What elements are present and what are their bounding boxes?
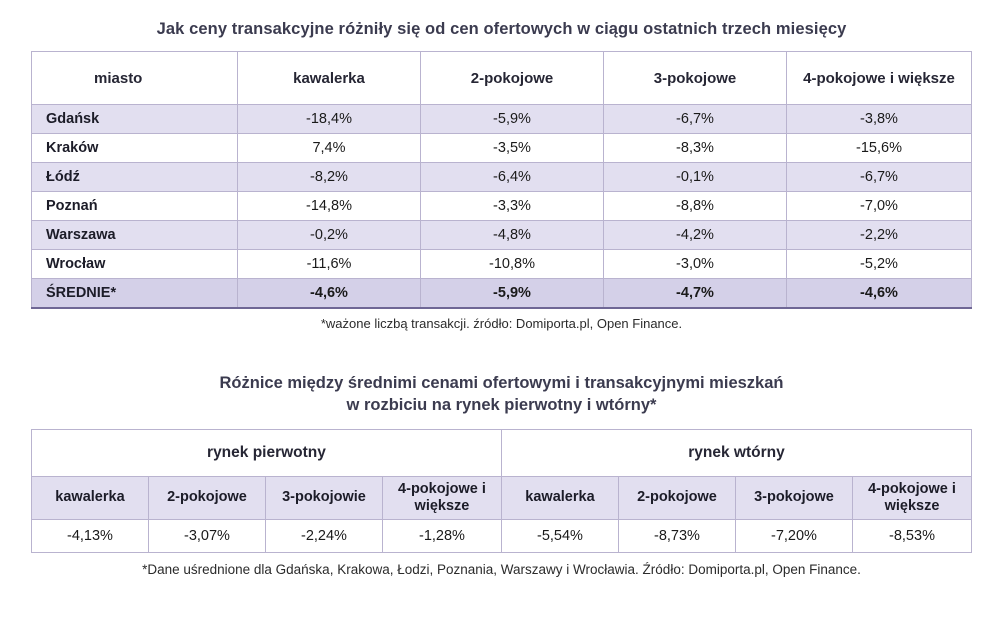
cell-value: 7,4% xyxy=(238,134,421,163)
cell-value: -18,4% xyxy=(238,105,421,134)
cell-value: -7,0% xyxy=(787,192,972,221)
table-one-footnote: *ważone liczbą transakcji. źródło: Domiporta.pl, Open Finance. xyxy=(320,316,683,331)
cell-value: -4,8% xyxy=(421,221,604,250)
cell-value: -3,07% xyxy=(148,519,265,552)
market-subheader-row xyxy=(31,476,971,519)
cell-value: -3,5% xyxy=(421,134,604,163)
cell-value: -0,1% xyxy=(604,163,787,192)
cell-value: -3,0% xyxy=(604,250,787,279)
subheader-secondary-studio: kawalerka xyxy=(501,476,618,519)
subheader-primary-4rooms: 4-pokojowe i większe xyxy=(382,476,501,519)
table-two-section xyxy=(0,372,1003,577)
column-header-4rooms: 4-pokojowe i większe xyxy=(787,52,972,105)
column-header-3rooms: 3-pokojowe xyxy=(604,52,787,105)
price-difference-table xyxy=(31,51,972,309)
row-city-label: Gdańsk xyxy=(32,105,238,134)
cell-value: -5,9% xyxy=(421,105,604,134)
row-city-label: Poznań xyxy=(32,192,238,221)
subheader-secondary-3rooms: 3-pokojowe xyxy=(735,476,852,519)
subheader-secondary-2rooms: 2-pokojowe xyxy=(618,476,735,519)
cell-value: -6,4% xyxy=(421,163,604,192)
market-comparison-table xyxy=(31,429,972,553)
cell-value: -3,3% xyxy=(421,192,604,221)
column-header-city: miasto xyxy=(32,52,238,105)
cell-value: -11,6% xyxy=(238,250,421,279)
cell-value: -8,8% xyxy=(604,192,787,221)
group-header-primary-market: rynek pierwotny xyxy=(31,429,501,476)
cell-value: -5,54% xyxy=(501,519,618,552)
cell-value: -8,53% xyxy=(852,519,971,552)
cell-value: -15,6% xyxy=(787,134,972,163)
cell-value: -4,6% xyxy=(787,279,972,309)
cell-value: -7,20% xyxy=(735,519,852,552)
cell-value: -4,6% xyxy=(238,279,421,309)
row-city-label: Warszawa xyxy=(32,221,238,250)
table-row xyxy=(32,221,972,250)
cell-value: -5,9% xyxy=(421,279,604,309)
table-row xyxy=(31,519,971,552)
row-city-label: Kraków xyxy=(32,134,238,163)
group-header-secondary-market: rynek wtórny xyxy=(501,429,971,476)
table-header-row xyxy=(32,52,972,105)
table-one-title: Jak ceny transakcyjne różniły się od cen ofertowych w ciągu ostatnich trzech miesięcy xyxy=(156,20,847,38)
table-row xyxy=(32,163,972,192)
market-group-header-row xyxy=(31,429,971,476)
cell-value: -6,7% xyxy=(604,105,787,134)
column-header-2rooms: 2-pokojowe xyxy=(421,52,604,105)
column-header-studio: kawalerka xyxy=(238,52,421,105)
table-two-footnote: *Dane uśrednione dla Gdańska, Krakowa, Łodzi, Poznania, Warszawy i Wrocławia. Źródło: Domiporta.pl, Open Finance. xyxy=(142,561,861,577)
cell-value: -2,2% xyxy=(787,221,972,250)
cell-value: -2,24% xyxy=(265,519,382,552)
row-city-label: Łódź xyxy=(32,163,238,192)
table-row-average xyxy=(32,279,972,309)
table-row xyxy=(32,192,972,221)
table-row xyxy=(32,105,972,134)
subheader-primary-3rooms: 3-pokojowie xyxy=(265,476,382,519)
cell-value: -6,7% xyxy=(787,163,972,192)
cell-value: -5,2% xyxy=(787,250,972,279)
cell-value: -1,28% xyxy=(382,519,501,552)
cell-value: -8,73% xyxy=(618,519,735,552)
table-two-title-line2: w rozbiciu na rynek pierwotny i wtórny* xyxy=(346,396,657,415)
table-two-title xyxy=(0,372,1003,429)
table-two-title-line1: Różnice między średnimi cenami ofertowymi i transakcyjnymi mieszkań xyxy=(219,374,784,392)
table-row xyxy=(32,134,972,163)
cell-value: -4,2% xyxy=(604,221,787,250)
subheader-primary-studio: kawalerka xyxy=(31,476,148,519)
cell-value: -10,8% xyxy=(421,250,604,279)
table-row xyxy=(32,250,972,279)
cell-value: -0,2% xyxy=(238,221,421,250)
cell-value: -4,7% xyxy=(604,279,787,309)
cell-value: -14,8% xyxy=(238,192,421,221)
row-city-label: ŚREDNIE* xyxy=(32,279,238,309)
cell-value: -8,2% xyxy=(238,163,421,192)
row-city-label: Wrocław xyxy=(32,250,238,279)
cell-value: -8,3% xyxy=(604,134,787,163)
subheader-primary-2rooms: 2-pokojowe xyxy=(148,476,265,519)
subheader-secondary-4rooms: 4-pokojowe i większe xyxy=(852,476,971,519)
cell-value: -3,8% xyxy=(787,105,972,134)
cell-value: -4,13% xyxy=(31,519,148,552)
